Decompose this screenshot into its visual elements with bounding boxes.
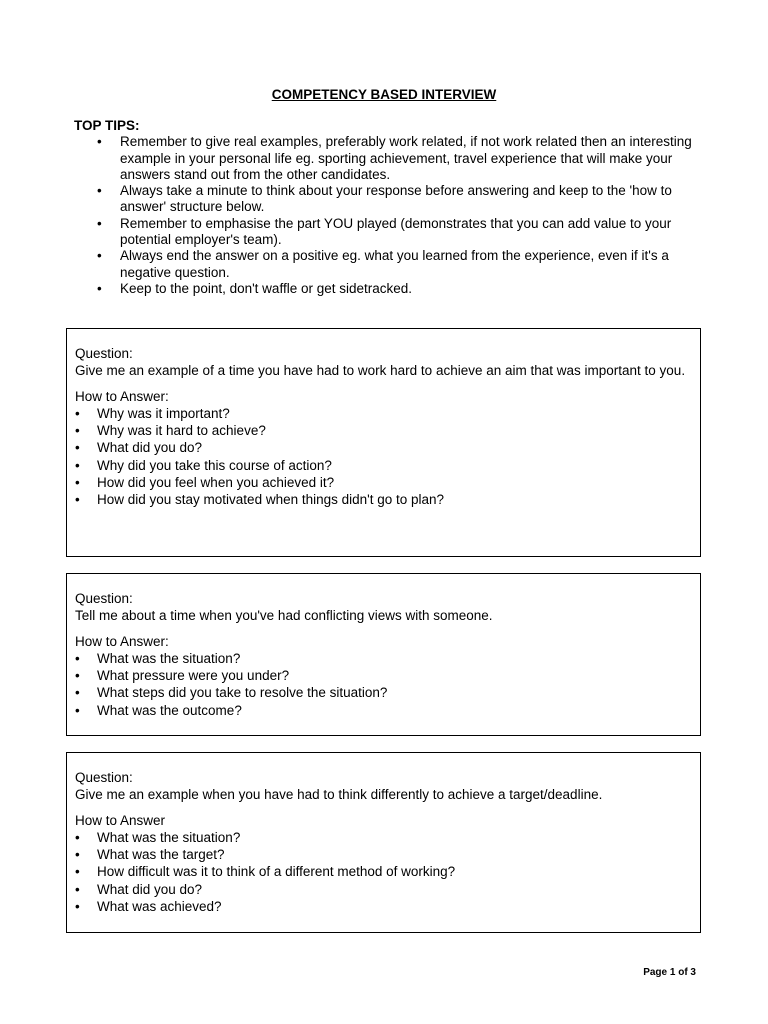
list-item: • What steps did you take to resolve the situation? bbox=[75, 685, 388, 701]
bullet-icon: • bbox=[75, 440, 80, 456]
list-item: • What did you do? bbox=[75, 440, 203, 456]
list-item: • Remember to emphasise the part YOU played (demonstrates that you can add value to your potential employer's team). bbox=[97, 215, 672, 248]
list-item: • Why was it hard to achieve? bbox=[75, 423, 266, 439]
bullet-icon: • bbox=[97, 215, 102, 231]
list-item: • What was the outcome? bbox=[75, 702, 242, 718]
bullet-icon: • bbox=[75, 423, 80, 439]
top-tips-section bbox=[74, 118, 714, 297]
bullet-icon: • bbox=[75, 492, 80, 508]
page-title: COMPETENCY BASED INTERVIEW bbox=[271, 87, 497, 102]
page-number: Page 1 of 3 bbox=[643, 967, 696, 978]
bullet-icon: • bbox=[75, 685, 80, 701]
question-text: Give me an example when you have had to think differently to achieve a target/deadline. bbox=[75, 787, 603, 803]
answer-points-list bbox=[75, 405, 692, 509]
list-item: • Keep to the point, don't waffle or get sidetracked. bbox=[97, 280, 413, 296]
bullet-icon: • bbox=[75, 650, 80, 666]
question-box-1 bbox=[66, 328, 701, 557]
answer-points-list bbox=[75, 829, 692, 915]
bullet-icon: • bbox=[97, 134, 102, 150]
list-item: • Always end the answer on a positive eg. what you learned from the experience, even if it's a negative question. bbox=[97, 248, 669, 280]
question-text: Tell me about a time when you've had conflicting views with someone. bbox=[75, 608, 493, 624]
bullet-icon: • bbox=[75, 457, 80, 473]
bullet-icon: • bbox=[97, 248, 102, 264]
question-label: Question: bbox=[75, 346, 133, 361]
list-item: • What was achieved? bbox=[75, 899, 222, 915]
bullet-icon: • bbox=[75, 475, 80, 491]
list-item: • Why did you take this course of action? bbox=[75, 457, 332, 473]
list-item: • Always take a minute to think about your response before answering and keep to the 'how to answer' structure below. bbox=[97, 183, 672, 215]
bullet-icon: • bbox=[75, 829, 80, 845]
question-label: Question: bbox=[75, 770, 133, 785]
how-to-answer-label: How to Answer: bbox=[75, 388, 169, 404]
question-label: Question: bbox=[75, 591, 133, 606]
bullet-icon: • bbox=[75, 881, 80, 897]
bullet-icon: • bbox=[97, 183, 102, 199]
list-item: • Remember to give real examples, preferably work related, if not work related then an interesting example in your personal life eg. sporting achievement, travel experience that will make your answers stand out from the other candidates. bbox=[97, 134, 692, 182]
question-text: Give me an example of a time you have had to work hard to achieve an aim that was important to you. bbox=[75, 363, 686, 379]
question-box-2 bbox=[66, 573, 701, 736]
list-item: • What did you do? bbox=[75, 881, 203, 897]
bullet-icon: • bbox=[75, 702, 80, 718]
answer-points-list bbox=[75, 650, 692, 719]
how-to-answer-label: How to Answer bbox=[75, 812, 166, 828]
list-item: • What pressure were you under? bbox=[75, 668, 290, 684]
top-tips-heading: TOP TIPS: bbox=[74, 118, 140, 133]
how-to-answer-label: How to Answer: bbox=[75, 633, 169, 649]
bullet-icon: • bbox=[97, 280, 102, 296]
list-item: • What was the situation? bbox=[75, 650, 241, 666]
list-item: • How did you feel when you achieved it? bbox=[75, 475, 335, 491]
top-tips-list bbox=[74, 134, 714, 297]
list-item: • How difficult was it to think of a different method of working? bbox=[75, 864, 456, 880]
bullet-icon: • bbox=[75, 668, 80, 684]
list-item: • Why was it important? bbox=[75, 405, 230, 421]
question-box-3 bbox=[66, 752, 701, 933]
list-item: • How did you stay motivated when things didn't go to plan? bbox=[75, 492, 445, 508]
list-item: • What was the situation? bbox=[75, 829, 241, 845]
bullet-icon: • bbox=[75, 899, 80, 915]
bullet-icon: • bbox=[75, 847, 80, 863]
bullet-icon: • bbox=[75, 405, 80, 421]
list-item: • What was the target? bbox=[75, 847, 225, 863]
bullet-icon: • bbox=[75, 864, 80, 880]
